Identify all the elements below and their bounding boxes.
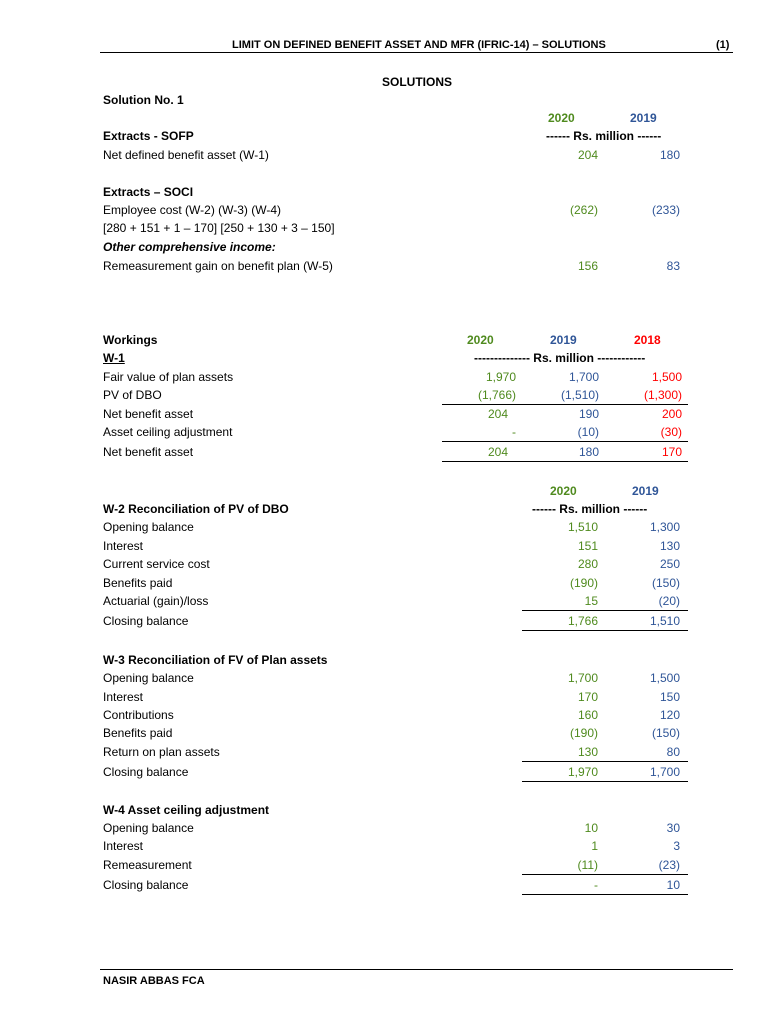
w1-row-2019: 1,700 bbox=[568, 370, 599, 384]
w2-year-2019: 2019 bbox=[632, 484, 659, 498]
w3-row-2020: 1,700 bbox=[567, 671, 598, 685]
w1-row-2019: (10) bbox=[577, 425, 599, 439]
w1-row-2019: (1,510) bbox=[560, 388, 599, 402]
w2-row-label: Actuarial (gain)/loss bbox=[103, 594, 209, 608]
remeasurement-2019: 83 bbox=[666, 259, 680, 273]
w1-total-rule-bottom bbox=[442, 461, 688, 462]
w3-row-2019: 1,500 bbox=[649, 671, 680, 685]
header-title: LIMIT ON DEFINED BENEFIT ASSET AND MFR (IFRIC-14) – SOLUTIONS bbox=[232, 39, 606, 51]
w1-row-2020: (1,766) bbox=[477, 388, 516, 402]
w4-total-rule-top bbox=[522, 874, 688, 875]
w2-row-2020: 15 bbox=[584, 594, 598, 608]
w4-total-rule-bottom bbox=[522, 894, 688, 895]
w2-row-2020: 280 bbox=[577, 557, 598, 571]
w2-row-label: Closing balance bbox=[103, 614, 189, 628]
w3-row-2020: 130 bbox=[577, 745, 598, 759]
w2-row-label: Interest bbox=[103, 539, 144, 553]
w4-row-2019: 10 bbox=[666, 878, 680, 892]
w3-row-2020: 170 bbox=[577, 690, 598, 704]
w4-row-label: Remeasurement bbox=[103, 858, 192, 872]
w2-row-label: Opening balance bbox=[103, 520, 194, 534]
w1-row-2018: (1,300) bbox=[643, 388, 682, 402]
w2-rs-million: ------ Rs. million ------ bbox=[532, 502, 648, 516]
w1-row-2020: 1,970 bbox=[485, 370, 516, 384]
w1-row-2020: - bbox=[512, 425, 516, 439]
w2-year-2020: 2020 bbox=[550, 484, 577, 498]
footer-author: NASIR ABBAS FCA bbox=[103, 975, 205, 987]
w1-row-label: Fair value of plan assets bbox=[103, 370, 234, 384]
workings-year-2018: 2018 bbox=[634, 333, 661, 347]
w1-row-2020: 204 bbox=[487, 407, 508, 421]
remeasurement-label: Remeasurement gain on benefit plan (W-5) bbox=[103, 259, 333, 273]
w3-row-label: Benefits paid bbox=[103, 726, 173, 740]
w2-row-2019: 1,300 bbox=[649, 520, 680, 534]
w1-row-label: Net benefit asset bbox=[103, 407, 194, 421]
w4-row-2019: (23) bbox=[658, 858, 680, 872]
w2-row-2020: 151 bbox=[577, 539, 598, 553]
w4-row-label: Interest bbox=[103, 839, 144, 853]
w3-row-label: Opening balance bbox=[103, 671, 194, 685]
w3-row-2019: 150 bbox=[659, 690, 680, 704]
w2-row-label: Benefits paid bbox=[103, 576, 173, 590]
w3-row-2019: 1,700 bbox=[649, 765, 680, 779]
workings-rs-million: -------------- Rs. million ------------ bbox=[474, 351, 646, 365]
w3-total-rule-bottom bbox=[522, 781, 688, 782]
w3-row-2019: 80 bbox=[666, 745, 680, 759]
w3-total-rule-top bbox=[522, 761, 688, 762]
employee-cost-2020: (262) bbox=[569, 203, 598, 217]
w2-title: W-2 Reconciliation of PV of DBO bbox=[103, 502, 289, 516]
w2-row-2020: 1,510 bbox=[567, 520, 598, 534]
w1-row-2019: 190 bbox=[578, 407, 599, 421]
w1-total-rule-top bbox=[442, 441, 688, 442]
employee-cost-2019: (233) bbox=[651, 203, 680, 217]
extract-rs-million: ------ Rs. million ------ bbox=[546, 129, 662, 143]
extract-year-2019: 2019 bbox=[630, 111, 657, 125]
w4-row-label: Closing balance bbox=[103, 878, 189, 892]
net-dba-2020: 204 bbox=[577, 148, 598, 162]
w4-row-label: Opening balance bbox=[103, 821, 194, 835]
w1-row-2018: (30) bbox=[660, 425, 682, 439]
w2-row-2020: 1,766 bbox=[567, 614, 598, 628]
w4-row-2019: 30 bbox=[666, 821, 680, 835]
w1-row-label: PV of DBO bbox=[103, 388, 162, 402]
workings-year-2020: 2020 bbox=[467, 333, 494, 347]
w3-row-label: Contributions bbox=[103, 708, 174, 722]
w2-row-2019: (20) bbox=[658, 594, 680, 608]
solution-number: Solution No. 1 bbox=[103, 93, 184, 107]
w3-row-2020: 160 bbox=[577, 708, 598, 722]
sofp-title: Extracts - SOFP bbox=[103, 129, 194, 143]
employee-cost-calculation: [280 + 151 + 1 – 170] [250 + 130 + 3 – 150] bbox=[103, 221, 335, 235]
workings-year-2019: 2019 bbox=[550, 333, 577, 347]
w2-total-rule-bottom bbox=[522, 630, 688, 631]
remeasurement-2020: 156 bbox=[577, 259, 598, 273]
w3-row-label: Interest bbox=[103, 690, 144, 704]
soci-title: Extracts – SOCI bbox=[103, 185, 194, 199]
w3-row-label: Return on plan assets bbox=[103, 745, 220, 759]
net-dba-label: Net defined benefit asset (W-1) bbox=[103, 148, 269, 162]
w2-row-2019: 1,510 bbox=[649, 614, 680, 628]
w2-row-2020: (190) bbox=[569, 576, 598, 590]
w4-row-2020: 10 bbox=[584, 821, 598, 835]
net-dba-2019: 180 bbox=[659, 148, 680, 162]
w4-row-2019: 3 bbox=[673, 839, 680, 853]
w3-row-2019: 120 bbox=[659, 708, 680, 722]
w3-row-label: Closing balance bbox=[103, 765, 189, 779]
employee-cost-label: Employee cost (W-2) (W-3) (W-4) bbox=[103, 203, 282, 217]
header-rule bbox=[100, 52, 733, 53]
w1-row-2018: 170 bbox=[661, 445, 682, 459]
w2-row-label: Current service cost bbox=[103, 557, 210, 571]
extract-year-2020: 2020 bbox=[548, 111, 575, 125]
w1-subtotal-rule bbox=[442, 404, 688, 405]
w2-row-2019: 130 bbox=[659, 539, 680, 553]
workings-title: Workings bbox=[103, 333, 158, 347]
w1-row-2019: 180 bbox=[578, 445, 599, 459]
w1-row-2018: 200 bbox=[661, 407, 682, 421]
w3-row-2019: (150) bbox=[651, 726, 680, 740]
w4-row-2020: - bbox=[594, 878, 598, 892]
w2-row-2019: (150) bbox=[651, 576, 680, 590]
w1-label: W-1 bbox=[103, 351, 125, 365]
solutions-heading: SOLUTIONS bbox=[382, 75, 453, 89]
oci-label: Other comprehensive income: bbox=[103, 240, 276, 254]
w2-row-2019: 250 bbox=[659, 557, 680, 571]
w4-title: W-4 Asset ceiling adjustment bbox=[103, 803, 270, 817]
w3-title: W-3 Reconciliation of FV of Plan assets bbox=[103, 653, 328, 667]
w4-row-2020: 1 bbox=[591, 839, 598, 853]
w1-row-2020: 204 bbox=[487, 445, 508, 459]
w3-row-2020: 1,970 bbox=[567, 765, 598, 779]
w4-row-2020: (11) bbox=[577, 858, 598, 872]
w1-row-label: Net benefit asset bbox=[103, 445, 194, 459]
page-number: (1) bbox=[716, 39, 730, 51]
w1-row-label: Asset ceiling adjustment bbox=[103, 425, 233, 439]
footer-rule bbox=[100, 969, 733, 970]
w1-row-2018: 1,500 bbox=[651, 370, 682, 384]
w3-row-2020: (190) bbox=[569, 726, 598, 740]
w2-total-rule-top bbox=[522, 610, 688, 611]
